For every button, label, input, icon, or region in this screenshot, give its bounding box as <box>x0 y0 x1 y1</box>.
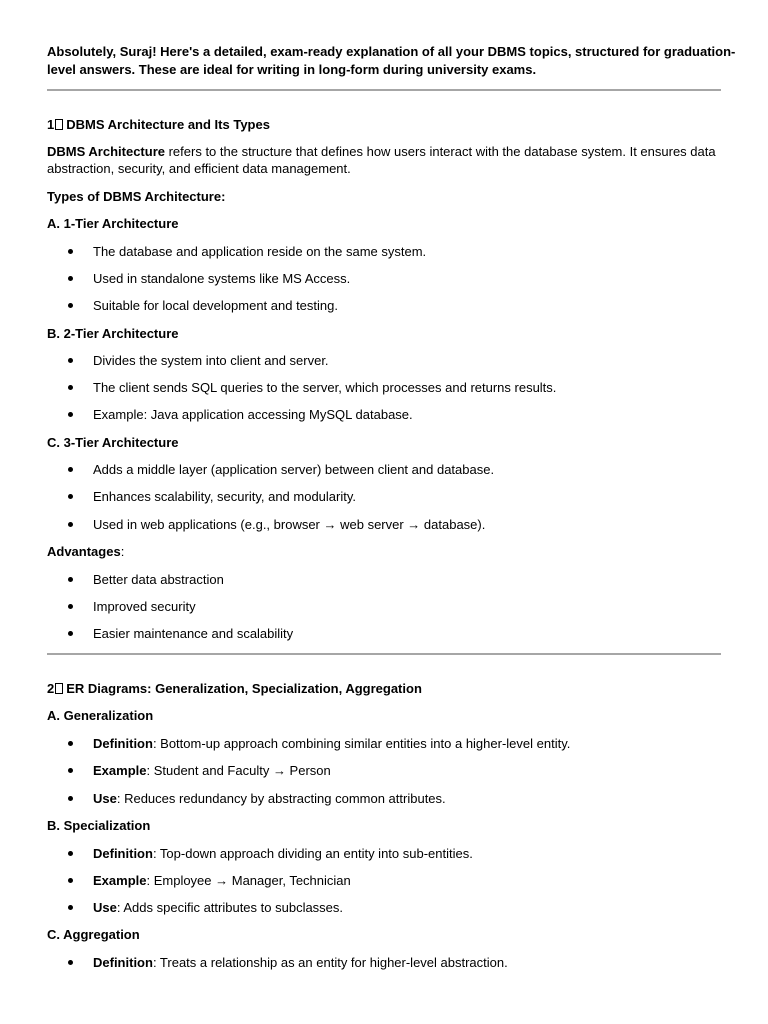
types-heading: Types of DBMS Architecture: <box>47 189 226 204</box>
section-number: 1 <box>47 117 55 132</box>
section-title: ER Diagrams: Generalization, Specialization, Aggregation <box>66 681 422 696</box>
list-item: Better data abstraction <box>93 572 224 587</box>
definition-term: DBMS Architecture <box>47 144 165 159</box>
item-text: : Bottom-up approach combining similar entities into a higher-level entity. <box>152 736 571 751</box>
list-item <box>93 872 351 889</box>
section-title: DBMS Architecture and Its Types <box>66 117 270 132</box>
list-item <box>93 790 446 807</box>
bullet <box>68 467 73 472</box>
bullet <box>68 577 73 582</box>
section-2-heading <box>47 680 422 697</box>
item-text: : Top-down approach dividing an entity into sub-entities. <box>152 846 473 861</box>
list-item: Example: Java application accessing MySQL database. <box>93 407 413 422</box>
item-term: Definition <box>93 736 153 751</box>
item-term: Definition <box>93 846 153 861</box>
divider <box>47 89 721 91</box>
list-item <box>93 845 473 862</box>
subheading-generalization: A. Generalization <box>47 708 154 723</box>
intro-line-1: Absolutely, Suraj! Here's a detailed, exam-ready explanation of all your DBMS topics, structured for graduation- <box>47 44 736 59</box>
bullet <box>68 358 73 363</box>
advantages-label: Advantages <box>47 544 121 559</box>
bullet <box>68 604 73 609</box>
list-item: Used in standalone systems like MS Access. <box>93 271 351 286</box>
item-term: Example <box>93 873 147 888</box>
bullet <box>68 276 73 281</box>
bullet <box>68 522 73 527</box>
list-item: Divides the system into client and server. <box>93 353 329 368</box>
item-text: : Employee → Manager, Technician <box>146 873 351 888</box>
bullet <box>68 249 73 254</box>
keycap-icon <box>55 119 63 130</box>
list-item <box>93 762 331 779</box>
item-text: : Student and Faculty → Person <box>146 763 331 778</box>
item-term: Definition <box>93 955 153 970</box>
bullet <box>68 494 73 499</box>
definition-line-1 <box>47 143 716 160</box>
bullet <box>68 741 73 746</box>
list-item: Suitable for local development and testing. <box>93 298 338 313</box>
list-item: Adds a middle layer (application server) between client and database. <box>93 462 495 477</box>
item-text: : Adds specific attributes to subclasses. <box>116 900 344 915</box>
item-text: : Treats a relationship as an entity for higher-level abstraction. <box>152 955 508 970</box>
bullet <box>68 960 73 965</box>
list-item <box>93 954 508 971</box>
subheading-specialization: B. Specialization <box>47 818 151 833</box>
subheading-aggregation: C. Aggregation <box>47 927 140 942</box>
advantages-colon: : <box>120 544 125 559</box>
subheading-2-tier: B. 2-Tier Architecture <box>47 326 179 341</box>
subheading-1-tier: A. 1-Tier Architecture <box>47 216 179 231</box>
bullet <box>68 796 73 801</box>
section-number: 2 <box>47 681 55 696</box>
list-item <box>93 735 570 752</box>
bullet <box>68 851 73 856</box>
section-1-heading <box>47 116 270 133</box>
list-item: Used in web applications (e.g., browser → web server → database). <box>93 517 486 532</box>
item-term: Example <box>93 763 147 778</box>
intro-line-2: level answers. These are ideal for writing in long-form during university exams. <box>47 62 537 77</box>
bullet <box>68 412 73 417</box>
divider <box>47 653 721 655</box>
definition-text: refers to the structure that defines how users interact with the database system. It ensures data <box>164 144 716 159</box>
bullet <box>68 768 73 773</box>
item-term: Use <box>93 900 117 915</box>
list-item: Enhances scalability, security, and modularity. <box>93 489 357 504</box>
bullet <box>68 905 73 910</box>
list-item: The database and application reside on the same system. <box>93 244 427 259</box>
keycap-icon <box>55 683 63 694</box>
item-term: Use <box>93 791 117 806</box>
item-text: : Reduces redundancy by abstracting common attributes. <box>116 791 446 806</box>
list-item <box>93 899 343 916</box>
bullet <box>68 303 73 308</box>
list-item: The client sends SQL queries to the server, which processes and returns results. <box>93 380 557 395</box>
list-item: Easier maintenance and scalability <box>93 626 294 641</box>
subheading-3-tier: C. 3-Tier Architecture <box>47 435 179 450</box>
list-item: Improved security <box>93 599 196 614</box>
definition-line-2: abstraction, security, and efficient data management. <box>47 161 351 176</box>
bullet <box>68 878 73 883</box>
bullet <box>68 385 73 390</box>
advantages-heading <box>47 543 124 560</box>
bullet <box>68 631 73 636</box>
